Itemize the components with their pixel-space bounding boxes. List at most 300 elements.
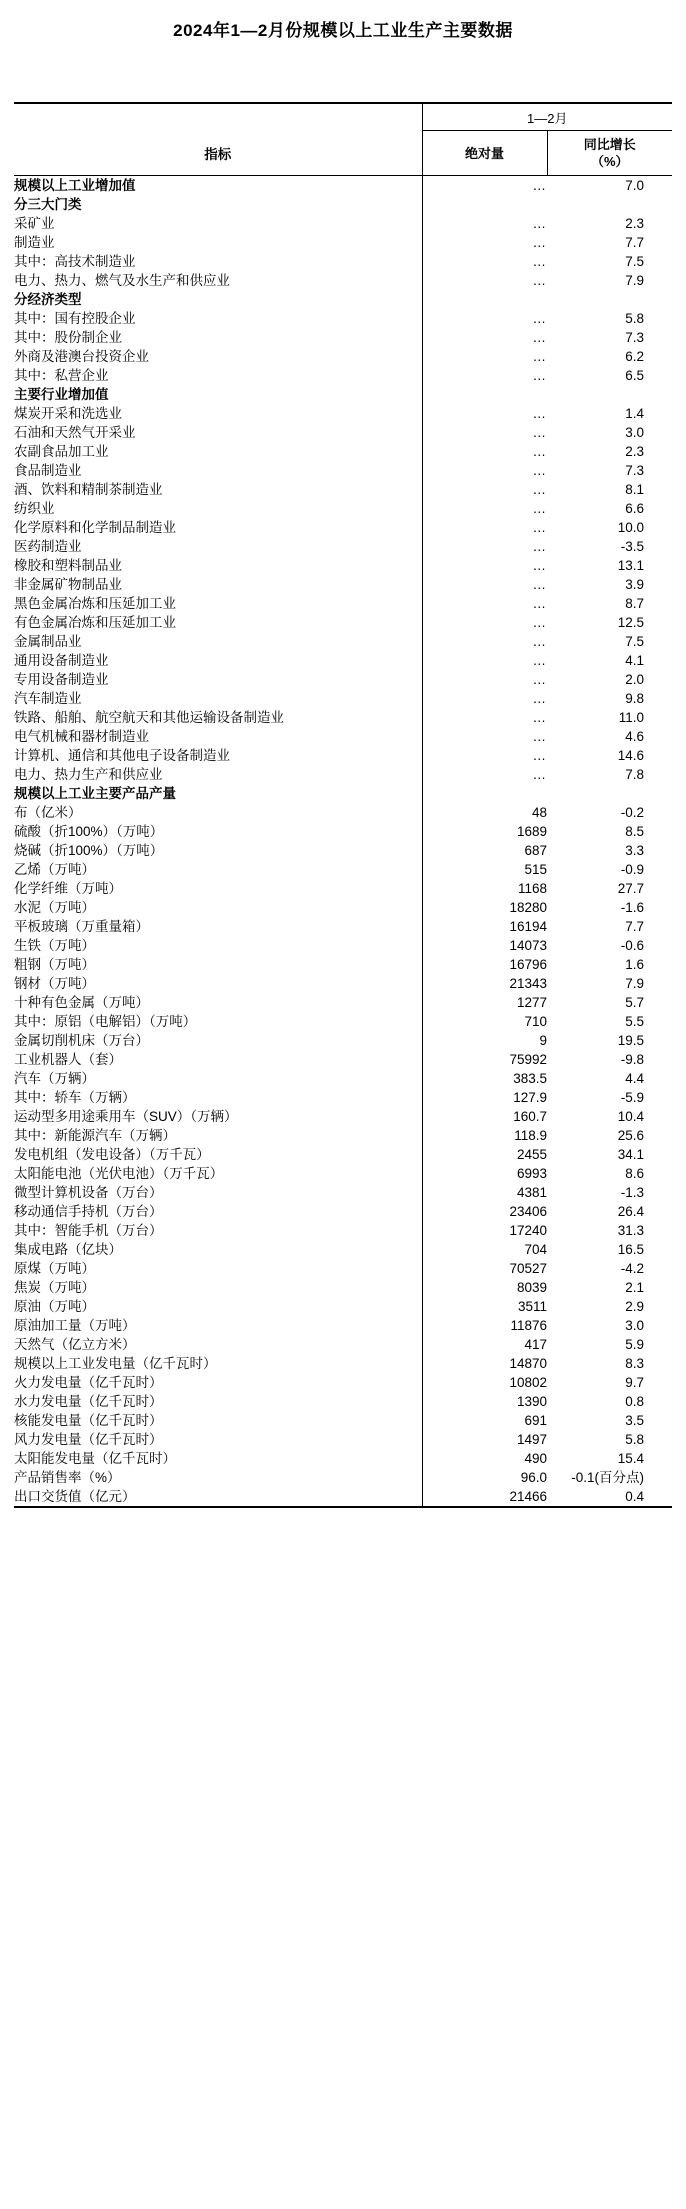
row-yoy-value: -5.9 [620,1090,644,1105]
table-row [14,195,672,214]
row-absolute-value [422,708,547,727]
row-indicator-label: 风力发电量（亿千瓦时） [14,1432,163,1447]
row-yoy-value: 8.7 [625,596,644,611]
table-row [14,727,672,746]
value-ellipsis: … [532,653,547,668]
table-row [14,1487,672,1507]
row-absolute-value: 75992 [422,1050,547,1069]
row-indicator-label: 金属切削机床（万台） [14,1033,149,1048]
row-absolute-value: 10802 [422,1373,547,1392]
row-yoy-value: 8.6 [625,1166,644,1181]
table-row [14,575,672,594]
row-absolute-value: 1497 [422,1430,547,1449]
value-ellipsis: … [532,748,547,763]
row-indicator-label: 平板玻璃（万重量箱） [14,919,149,934]
row-absolute-value: 17240 [422,1221,547,1240]
row-absolute-value: 2455 [422,1145,547,1164]
row-absolute-value [422,214,547,233]
row-absolute-value: 160.7 [422,1107,547,1126]
table-row [14,1411,672,1430]
row-indicator-label: 其中：轿车（万辆） [14,1090,136,1105]
row-indicator-label: 汽车制造业 [14,691,82,706]
row-absolute-value: 14870 [422,1354,547,1373]
row-indicator-label: 食品制造业 [14,463,82,478]
table-row [14,423,672,442]
header-period: 1—2月 [422,103,672,131]
row-indicator-label: 专用设备制造业 [14,672,109,687]
table-row [14,613,672,632]
table-row [14,1240,672,1259]
table-row [14,632,672,651]
row-absolute-value [422,252,547,271]
row-indicator-label: 主要行业增加值 [14,387,109,402]
table-row [14,1430,672,1449]
header-absolute: 绝对量 [422,131,547,176]
row-yoy-value: 14.6 [617,748,644,763]
row-absolute-value: 1689 [422,822,547,841]
row-absolute-value: 710 [422,1012,547,1031]
row-absolute-value [422,575,547,594]
table-row [14,252,672,271]
row-indicator-label: 布（亿米） [14,805,82,820]
row-absolute-value [422,765,547,784]
row-indicator-label: 规模以上工业增加值 [14,178,136,193]
row-yoy-value: 7.7 [625,235,644,250]
table-row [14,1202,672,1221]
row-indicator-label: 烧碱（折100%）（万吨） [14,843,164,858]
value-ellipsis: … [532,178,547,193]
row-absolute-value: 96.0 [422,1468,547,1487]
table-row [14,993,672,1012]
row-absolute-value [422,613,547,632]
row-yoy-value: 0.8 [625,1394,644,1409]
table-row [14,955,672,974]
table-row [14,1164,672,1183]
row-yoy-value [547,290,672,309]
value-ellipsis: … [532,349,547,364]
row-absolute-value: 11876 [422,1316,547,1335]
row-absolute-value [422,176,547,196]
table-row [14,1468,672,1487]
row-indicator-label: 太阳能发电量（亿千瓦时） [14,1451,176,1466]
row-indicator-label: 煤炭开采和洗选业 [14,406,122,421]
row-absolute-value: 118.9 [422,1126,547,1145]
table-row [14,1392,672,1411]
row-indicator-label: 制造业 [14,235,55,250]
row-absolute-value [422,632,547,651]
row-yoy-value: -1.3 [620,1185,644,1200]
row-indicator-label: 其中：私营企业 [14,368,109,383]
row-yoy-value: 8.1 [625,482,644,497]
row-absolute-value: 383.5 [422,1069,547,1088]
row-yoy-value: 5.8 [625,311,644,326]
row-indicator-label: 火力发电量（亿千瓦时） [14,1375,163,1390]
row-indicator-label: 其中：股份制企业 [14,330,122,345]
table-row [14,366,672,385]
row-indicator-label: 电力、热力、燃气及水生产和供应业 [14,273,230,288]
row-yoy-value: 1.4 [625,406,644,421]
value-ellipsis: … [532,273,547,288]
row-yoy-value: 5.5 [625,1014,644,1029]
row-yoy-value: 6.5 [625,368,644,383]
row-absolute-value: 16796 [422,955,547,974]
row-indicator-label: 有色金属冶炼和压延加工业 [14,615,176,630]
value-ellipsis: … [532,520,547,535]
row-absolute-value [422,442,547,461]
row-absolute-value: 4381 [422,1183,547,1202]
row-absolute-value [422,784,547,803]
row-absolute-value: 1390 [422,1392,547,1411]
row-absolute-value: 417 [422,1335,547,1354]
table-row [14,404,672,423]
value-ellipsis: … [532,254,547,269]
row-yoy-value: -3.5 [620,539,644,554]
row-indicator-label: 酒、饮料和精制茶制造业 [14,482,163,497]
row-absolute-value [422,727,547,746]
row-yoy-value: -4.2 [620,1261,644,1276]
row-yoy-value: 9.7 [625,1375,644,1390]
row-indicator-label: 外商及港澳台投资企业 [14,349,149,364]
row-indicator-label: 原油加工量（万吨） [14,1318,136,1333]
row-indicator-label: 原油（万吨） [14,1299,95,1314]
value-ellipsis: … [532,216,547,231]
table-row [14,442,672,461]
table-row [14,803,672,822]
row-yoy-value: 6.2 [625,349,644,364]
row-indicator-label: 汽车（万辆） [14,1071,95,1086]
table-row [14,784,672,803]
row-yoy-value: 11.0 [618,710,644,725]
row-indicator-label: 采矿业 [14,216,55,231]
table-row [14,499,672,518]
row-yoy-value: 8.5 [625,824,644,839]
row-absolute-value: 48 [422,803,547,822]
value-ellipsis: … [532,235,547,250]
header-indicator: 指标 [14,131,422,176]
row-indicator-label: 电气机械和器材制造业 [14,729,149,744]
row-indicator-label: 天然气（亿立方米） [14,1337,136,1352]
row-yoy-value: -0.9 [620,862,644,877]
table-row [14,670,672,689]
table-row [14,1221,672,1240]
row-yoy-value: 7.9 [625,273,644,288]
row-indicator-label: 电力、热力生产和供应业 [14,767,163,782]
row-absolute-value: 18280 [422,898,547,917]
table-row [14,290,672,309]
row-absolute-value: 127.9 [422,1088,547,1107]
table-row [14,214,672,233]
row-yoy-value: -0.6 [620,938,644,953]
table-row [14,765,672,784]
table-row [14,1050,672,1069]
table-row [14,518,672,537]
row-yoy-value: -0.2 [620,805,644,820]
row-absolute-value [422,404,547,423]
row-indicator-label: 出口交货值（亿元） [14,1487,422,1507]
value-ellipsis: … [532,672,547,687]
row-yoy-value: 13.1 [617,558,644,573]
row-indicator-label: 其中：智能手机（万台） [14,1223,163,1238]
row-absolute-value: 23406 [422,1202,547,1221]
row-indicator-label: 非金属矿物制品业 [14,577,122,592]
row-indicator-label: 移动通信手持机（万台） [14,1204,163,1219]
table-row [14,461,672,480]
value-ellipsis: … [532,311,547,326]
table-row [14,898,672,917]
row-yoy-value: 2.3 [625,216,644,231]
table-header-row-columns [14,131,672,176]
row-yoy-value: -1.6 [620,900,644,915]
row-yoy-value: 27.7 [617,881,644,896]
row-yoy-value: 4.6 [625,729,644,744]
row-indicator-label: 规模以上工业发电量（亿千瓦时） [14,1356,217,1371]
row-indicator-label: 产品销售率（%） [14,1470,121,1485]
row-indicator-label: 其中：国有控股企业 [14,311,136,326]
row-indicator-label: 黑色金属冶炼和压延加工业 [14,596,176,611]
row-yoy-value: -9.8 [620,1052,644,1067]
row-indicator-label: 运动型多用途乘用车（SUV）（万辆） [14,1109,238,1124]
row-absolute-value [422,290,547,309]
row-absolute-value: 3511 [422,1297,547,1316]
table-row [14,822,672,841]
table-row [14,556,672,575]
row-yoy-value: 3.9 [625,577,644,592]
table-row [14,1088,672,1107]
table-row [14,271,672,290]
row-indicator-label: 计算机、通信和其他电子设备制造业 [14,748,230,763]
row-yoy-value: 2.0 [625,672,644,687]
row-yoy-value: 3.5 [625,1413,644,1428]
row-absolute-value: 704 [422,1240,547,1259]
row-absolute-value: 1168 [422,879,547,898]
table-row [14,537,672,556]
row-absolute-value [422,309,547,328]
value-ellipsis: … [532,501,547,516]
row-yoy-value: 10.4 [617,1109,644,1124]
row-absolute-value [422,746,547,765]
table-row [14,860,672,879]
row-yoy-value: 2.3 [625,444,644,459]
row-yoy-value: 2.1 [625,1280,644,1295]
row-indicator-label: 其中：原铝（电解铝）（万吨） [14,1014,197,1029]
row-yoy-value: 0.4 [547,1487,672,1507]
table-row [14,1012,672,1031]
table-row [14,841,672,860]
table-row [14,708,672,727]
value-ellipsis: … [532,482,547,497]
table-body [14,176,672,1508]
table-row [14,917,672,936]
row-yoy-value: 34.1 [617,1147,644,1162]
row-indicator-label: 太阳能电池（光伏电池）（万千瓦） [14,1166,224,1181]
table-row [14,689,672,708]
row-yoy-value: 8.3 [625,1356,644,1371]
row-absolute-value [422,670,547,689]
table-row [14,746,672,765]
row-indicator-label: 焦炭（万吨） [14,1280,95,1295]
table-row [14,651,672,670]
value-ellipsis: … [532,596,547,611]
row-yoy-value: 10.0 [617,520,644,535]
row-indicator-label: 钢材（万吨） [14,976,95,991]
row-indicator-label: 核能发电量（亿千瓦时） [14,1413,163,1428]
table-row [14,879,672,898]
row-absolute-value [422,366,547,385]
row-yoy-value: -0.1(百分点) [571,1470,644,1485]
row-yoy-value: 7.7 [625,919,644,934]
row-yoy-value [547,195,672,214]
row-indicator-label: 化学原料和化学制品制造业 [14,520,176,535]
value-ellipsis: … [532,577,547,592]
row-absolute-value: 8039 [422,1278,547,1297]
row-absolute-value: 70527 [422,1259,547,1278]
value-ellipsis: … [532,406,547,421]
row-yoy-value: 9.8 [625,691,644,706]
row-yoy-value: 7.3 [625,463,644,478]
row-absolute-value [422,328,547,347]
row-absolute-value: 14073 [422,936,547,955]
table-row [14,347,672,366]
value-ellipsis: … [532,425,547,440]
row-yoy-value: 3.3 [625,843,644,858]
row-indicator-label: 分经济类型 [14,292,82,307]
row-yoy-value: 7.3 [625,330,644,345]
row-yoy-value: 25.6 [617,1128,644,1143]
value-ellipsis: … [532,710,547,725]
row-indicator-label: 分三大门类 [14,197,82,212]
row-absolute-value: 515 [422,860,547,879]
row-absolute-value [422,689,547,708]
table-row [14,1449,672,1468]
row-indicator-label: 铁路、船舶、航空航天和其他运输设备制造业 [14,710,284,725]
table-row [14,1183,672,1202]
row-indicator-label: 水泥（万吨） [14,900,95,915]
row-absolute-value: 16194 [422,917,547,936]
header-yoy [547,131,672,176]
row-yoy-value: 1.6 [625,957,644,972]
table-row [14,1069,672,1088]
page-title: 2024年1—2月份规模以上工业生产主要数据 [173,21,513,40]
table-row [14,1126,672,1145]
row-indicator-label: 化学纤维（万吨） [14,881,122,896]
row-absolute-value: 9 [422,1031,547,1050]
value-ellipsis: … [532,634,547,649]
row-indicator-label: 硫酸（折100%）（万吨） [14,824,164,839]
table-row [14,233,672,252]
row-yoy-value: 26.4 [617,1204,644,1219]
row-absolute-value: 6993 [422,1164,547,1183]
value-ellipsis: … [532,463,547,478]
row-yoy-value: 7.0 [625,178,644,193]
row-absolute-value [422,385,547,404]
table-row [14,1107,672,1126]
header-yoy-line1: 同比增长 [583,137,636,152]
table-row [14,1259,672,1278]
row-absolute-value [422,556,547,575]
row-yoy-value: 12.5 [617,615,644,630]
row-yoy-value: 7.5 [625,254,644,269]
table-row [14,309,672,328]
header-yoy-line2: （%） [590,154,629,169]
row-absolute-value [422,594,547,613]
table-row [14,594,672,613]
row-absolute-value [422,461,547,480]
value-ellipsis: … [532,539,547,554]
row-yoy-value: 4.1 [625,653,644,668]
row-absolute-value [422,347,547,366]
value-ellipsis: … [532,729,547,744]
row-indicator-label: 金属制品业 [14,634,82,649]
header-blank-cell [14,103,422,131]
row-indicator-label: 原煤（万吨） [14,1261,95,1276]
row-yoy-value: 7.5 [625,634,644,649]
row-indicator-label: 其中：高技术制造业 [14,254,136,269]
row-indicator-label: 水力发电量（亿千瓦时） [14,1394,163,1409]
row-indicator-label: 发电机组（发电设备）（万千瓦） [14,1147,210,1162]
table-header-row-period [14,103,672,131]
row-yoy-value: 5.8 [625,1432,644,1447]
row-absolute-value [422,195,547,214]
row-indicator-label: 其中：新能源汽车（万辆） [14,1128,176,1143]
row-indicator-label: 集成电路（亿块） [14,1242,122,1257]
value-ellipsis: … [532,615,547,630]
row-yoy-value: 7.8 [625,767,644,782]
table-row [14,1335,672,1354]
row-absolute-value [422,480,547,499]
table-row [14,1297,672,1316]
row-yoy-value [547,784,672,803]
main-data-table-wrapper [0,44,686,1522]
table-row [14,1145,672,1164]
row-absolute-value [422,651,547,670]
row-indicator-label: 纺织业 [14,501,55,516]
row-absolute-value [422,233,547,252]
row-indicator-label: 通用设备制造业 [14,653,109,668]
value-ellipsis: … [532,368,547,383]
table-row [14,1278,672,1297]
value-ellipsis: … [532,691,547,706]
row-absolute-value: 691 [422,1411,547,1430]
table-row [14,328,672,347]
row-indicator-label: 医药制造业 [14,539,82,554]
row-yoy-value: 7.9 [625,976,644,991]
row-yoy-value: 5.7 [625,995,644,1010]
row-indicator-label: 粗钢（万吨） [14,957,95,972]
value-ellipsis: … [532,558,547,573]
industrial-production-table [14,102,672,1508]
row-absolute-value [422,271,547,290]
table-row [14,1373,672,1392]
row-absolute-value [422,537,547,556]
row-yoy-value: 19.5 [617,1033,644,1048]
row-yoy-value: 15.4 [617,1451,644,1466]
row-yoy-value: 4.4 [625,1071,644,1086]
table-row [14,1354,672,1373]
value-ellipsis: … [532,444,547,459]
table-row [14,385,672,404]
row-absolute-value [422,499,547,518]
row-yoy-value: 2.9 [625,1299,644,1314]
row-absolute-value [422,423,547,442]
row-absolute-value: 687 [422,841,547,860]
value-ellipsis: … [532,767,547,782]
row-yoy-value: 6.6 [625,501,644,516]
row-yoy-value: 3.0 [625,1318,644,1333]
row-indicator-label: 石油和天然气开采业 [14,425,136,440]
row-yoy-value: 3.0 [625,425,644,440]
row-yoy-value: 5.9 [625,1337,644,1352]
table-row [14,1316,672,1335]
